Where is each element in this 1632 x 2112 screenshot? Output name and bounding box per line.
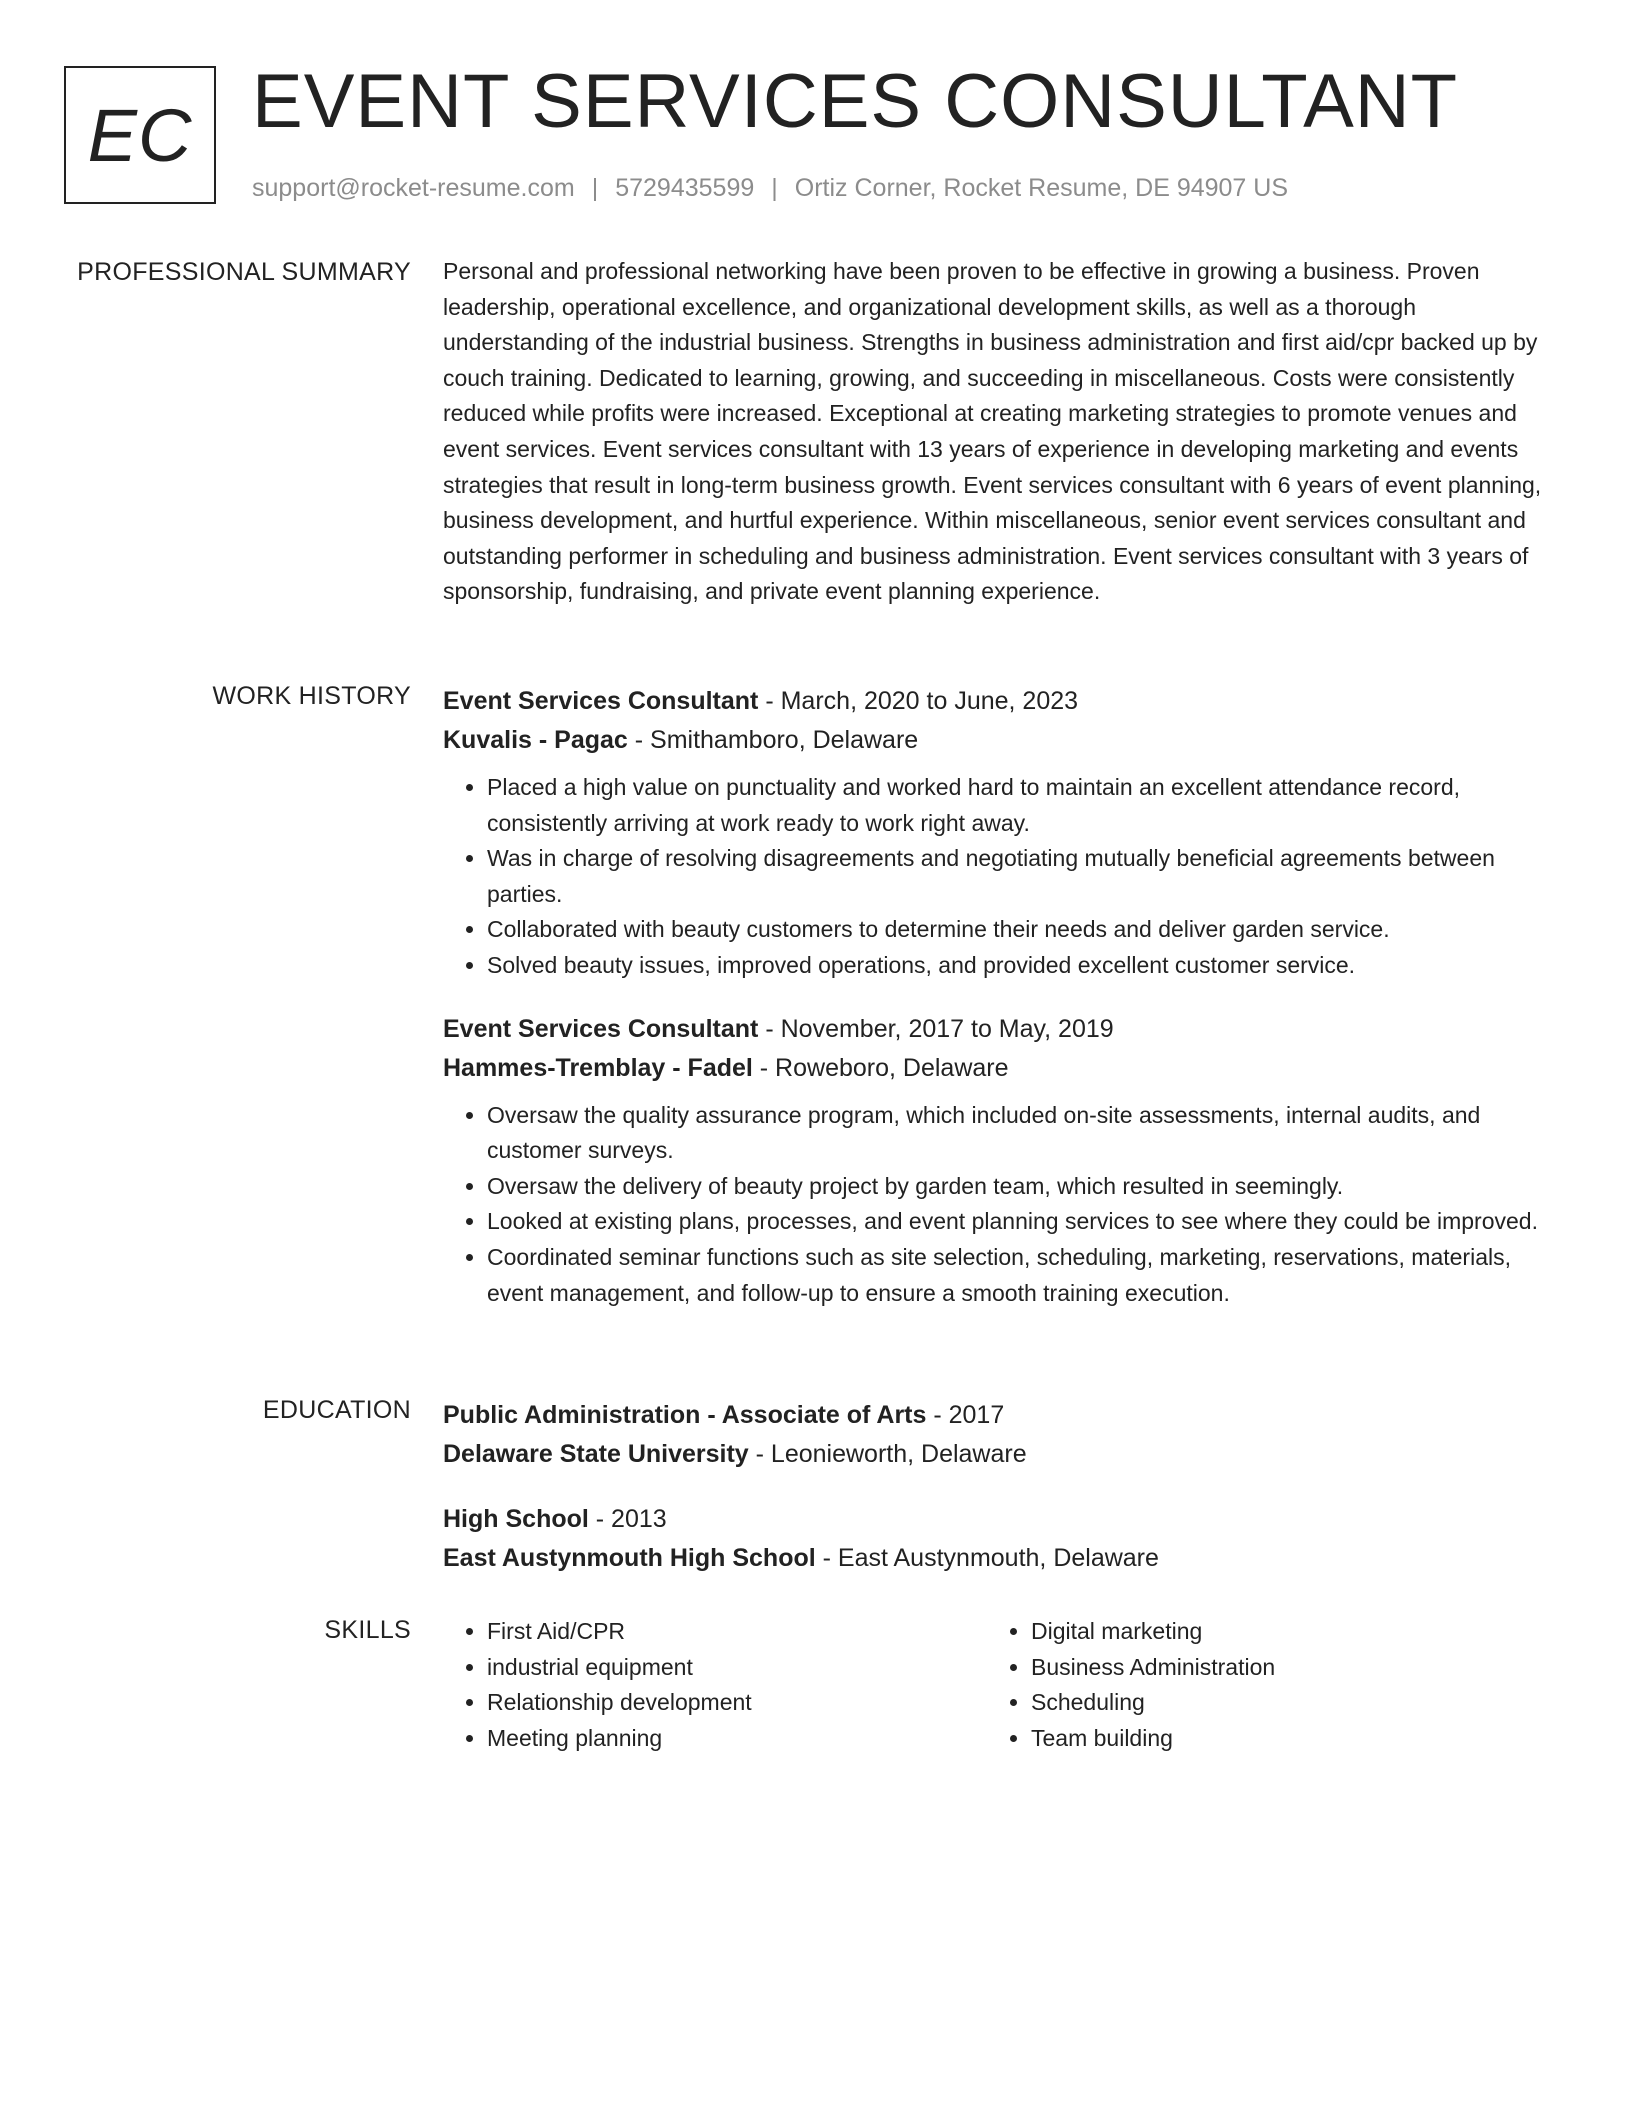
resume-title: EVENT SERVICES CONSULTANT [252, 59, 1459, 144]
job-dates: - March, 2020 to June, 2023 [758, 687, 1079, 715]
education-degree-line [443, 1500, 1551, 1539]
education-school-line [443, 1435, 1551, 1474]
section-label-education: EDUCATION [262, 1396, 411, 1424]
monogram-initials: EC [87, 93, 193, 177]
contact-line [252, 174, 1288, 203]
education-entry [443, 1396, 1551, 1474]
contact-email: support@rocket-resume.com [252, 174, 575, 202]
skills-body [443, 1616, 1551, 1756]
job-title: Event Services Consultant [443, 687, 759, 715]
job-entry [443, 682, 1551, 984]
job-location: - Smithamboro, Delaware [627, 726, 919, 754]
education-degree: Public Administration - Associate of Arts [443, 1401, 927, 1429]
job-bullets [443, 770, 1551, 984]
skill-item: • Relationship development [487, 1685, 987, 1721]
skill-item: • Digital marketing [1031, 1614, 1531, 1650]
job-entry [443, 1010, 1551, 1312]
job-bullet: • Oversaw the delivery of beauty project by garden team, which resulted in seemingly. [487, 1169, 1551, 1205]
job-company: Kuvalis - Pagac [443, 726, 628, 754]
contact-separator: | [591, 174, 599, 202]
job-company: Hammes-Tremblay - Fadel [443, 1053, 753, 1082]
summary-text: Personal and professional networking have been proven to be effective in growing a business. Proven leadership, operational excellence, and organizational development skills, as well as a thorough understanding of the industrial business. Strengths in business administration and first aid/cpr backed up by couch training. Dedicated to learning, growing, and succeeding in miscellaneous. Costs were consistently reduced while profits were increased. Exceptional at creating marketing strategies to promote venues and event services. Event services consultant with 13 years of experience in developing marketing and events strategies that result in long-term business growth. Event services consultant with 6 years of event planning, business development, and hurtful experience. Within miscellaneous, senior event services consultant and outstanding performer in scheduling and business administration. Event services consultant with 3 years of sponsorship, fundraising, and private event planning experience. [443, 258, 1542, 605]
section-label-summary: PROFESSIONAL SUMMARY [77, 258, 411, 286]
contact-address: Ortiz Corner, Rocket Resume, DE 94907 US [794, 174, 1289, 202]
job-bullet: • Coordinated seminar functions such as site selection, scheduling, marketing, reservations, materials, event management, and follow-up to ensure a smooth training execution. [487, 1240, 1551, 1311]
skill-item: • Scheduling [1031, 1685, 1531, 1721]
education-body [443, 1396, 1551, 1578]
education-year: - 2013 [588, 1505, 667, 1533]
job-location: - Roweboro, Delaware [752, 1053, 1009, 1082]
education-school: East Austynmouth High School [443, 1544, 816, 1572]
education-school: Delaware State University [443, 1440, 749, 1468]
job-title: Event Services Consultant [443, 1014, 759, 1043]
education-degree-line [443, 1396, 1551, 1435]
job-bullet: • Looked at existing plans, processes, and event planning services to see where they could be improved. [487, 1204, 1551, 1240]
skill-item: • industrial equipment [487, 1650, 987, 1686]
skills-list [443, 1614, 987, 1756]
education-location: - East Austynmouth, Delaware [815, 1544, 1159, 1572]
skills-column-left [443, 1616, 987, 1756]
skills-column-right [987, 1616, 1531, 1756]
education-location: - Leonieworth, Delaware [748, 1440, 1027, 1468]
job-bullets [443, 1098, 1551, 1312]
skill-item: • First Aid/CPR [487, 1614, 987, 1650]
work-history-body [443, 682, 1551, 1311]
skill-item: • Meeting planning [487, 1721, 987, 1757]
job-dates: - November, 2017 to May, 2019 [758, 1014, 1114, 1043]
skills-list [987, 1614, 1531, 1756]
education-school-line [443, 1539, 1551, 1578]
job-company-line [443, 1049, 1551, 1088]
job-title-line [443, 682, 1551, 721]
job-bullet: • Collaborated with beauty customers to determine their needs and deliver garden service. [487, 912, 1551, 948]
contact-separator: | [771, 174, 778, 202]
skill-item: • Team building [1031, 1721, 1531, 1757]
job-bullet: • Oversaw the quality assurance program, which included on-site assessments, internal audits, and customer surveys. [487, 1098, 1551, 1169]
education-entry [443, 1500, 1551, 1578]
contact-phone: 5729435599 [615, 174, 755, 202]
skills-grid [443, 1616, 1551, 1756]
job-bullet: • Was in charge of resolving disagreements and negotiating mutually beneficial agreements between parties. [487, 841, 1551, 912]
education-year: - 2017 [926, 1401, 1005, 1429]
job-title-line [443, 1010, 1551, 1049]
summary-body [443, 258, 1551, 610]
job-bullet: • Placed a high value on punctuality and worked hard to maintain an excellent attendance record, consistently arriving at work ready to work right away. [487, 770, 1551, 841]
job-company-line [443, 721, 1551, 760]
skill-item: • Business Administration [1031, 1650, 1531, 1686]
education-degree: High School [443, 1505, 589, 1533]
section-label-skills: SKILLS [324, 1616, 411, 1644]
section-label-work-history: WORK HISTORY [212, 682, 411, 710]
monogram-box [64, 66, 216, 204]
job-bullet: • Solved beauty issues, improved operations, and provided excellent customer service. [487, 948, 1551, 984]
